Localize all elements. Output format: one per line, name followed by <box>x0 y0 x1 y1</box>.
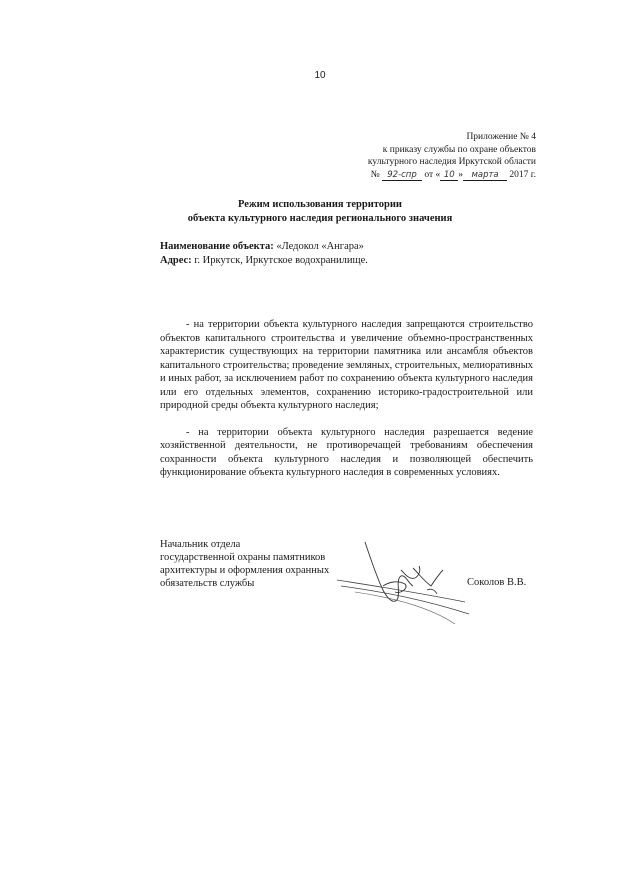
date-quote-close: » <box>458 169 464 180</box>
paragraph-prohibitions: - на территории объекта культурного наследия запрещаются строительство объектов капитального строительства и увеличение объемно-пространственных характеристик существующих на территории памятника или ансамбля объектов капитального строительства; проведение земляных, строительных, мелиоративных и иных работ, за исключением работ по сохранению объекта культурного наследия или его отдельных элементов, сохранению историко-градостроительной или природной среды объекта культурного наследия; <box>160 319 533 411</box>
object-name-row <box>160 240 540 254</box>
title-line-1: Режим использования территории <box>238 199 402 210</box>
object-address-value: г. Иркутск, Иркутское водохранилище. <box>191 255 368 266</box>
signatory-name: Соколов В.В. <box>467 577 527 588</box>
date-prefix: от « <box>424 169 441 180</box>
date-year: 2017 г. <box>509 169 536 180</box>
handwritten-order-number: 92-спр <box>382 170 422 181</box>
appendix-title: Приложение № 4 <box>466 132 536 142</box>
regime-text <box>160 318 533 493</box>
object-name-value: «Ледокол «Ангара» <box>273 241 364 252</box>
paragraph-permissions: - на территории объекта культурного наследия разрешается ведение хозяйственной деятельности, не противоречащей требованиям обеспечения сохранности объекта культурного наследия и позволяющей обеспечить функционирование объекта культурного наследия в современных условиях. <box>160 426 533 478</box>
signatory-line-4: обязательств службы <box>160 578 255 589</box>
object-address-label: Адрес: <box>160 255 192 266</box>
handwritten-month: марта <box>463 170 507 181</box>
title-line-2: объекта культурного наследия регионального значения <box>187 213 453 224</box>
signatory-line-2: государственной охраны памятников <box>160 552 326 563</box>
order-number-date <box>276 169 536 182</box>
object-address-row <box>160 254 540 268</box>
signatory-line-1: Начальник отдела <box>160 539 241 550</box>
signatory-line-3: архитектуры и оформления охранных <box>160 565 330 576</box>
handwritten-day: 10 <box>440 170 458 181</box>
page-number: 10 <box>314 70 326 81</box>
object-info <box>160 240 540 268</box>
appendix-header <box>276 131 536 181</box>
object-name-label: Наименование объекта: <box>160 241 274 252</box>
appendix-order-reference: к приказу службы по охране объектов <box>382 144 536 155</box>
appendix-authority: культурного наследия Иркутской области <box>367 157 536 168</box>
order-number-prefix: № <box>370 169 380 180</box>
document-title <box>0 198 640 226</box>
handwritten-signature <box>335 540 470 630</box>
